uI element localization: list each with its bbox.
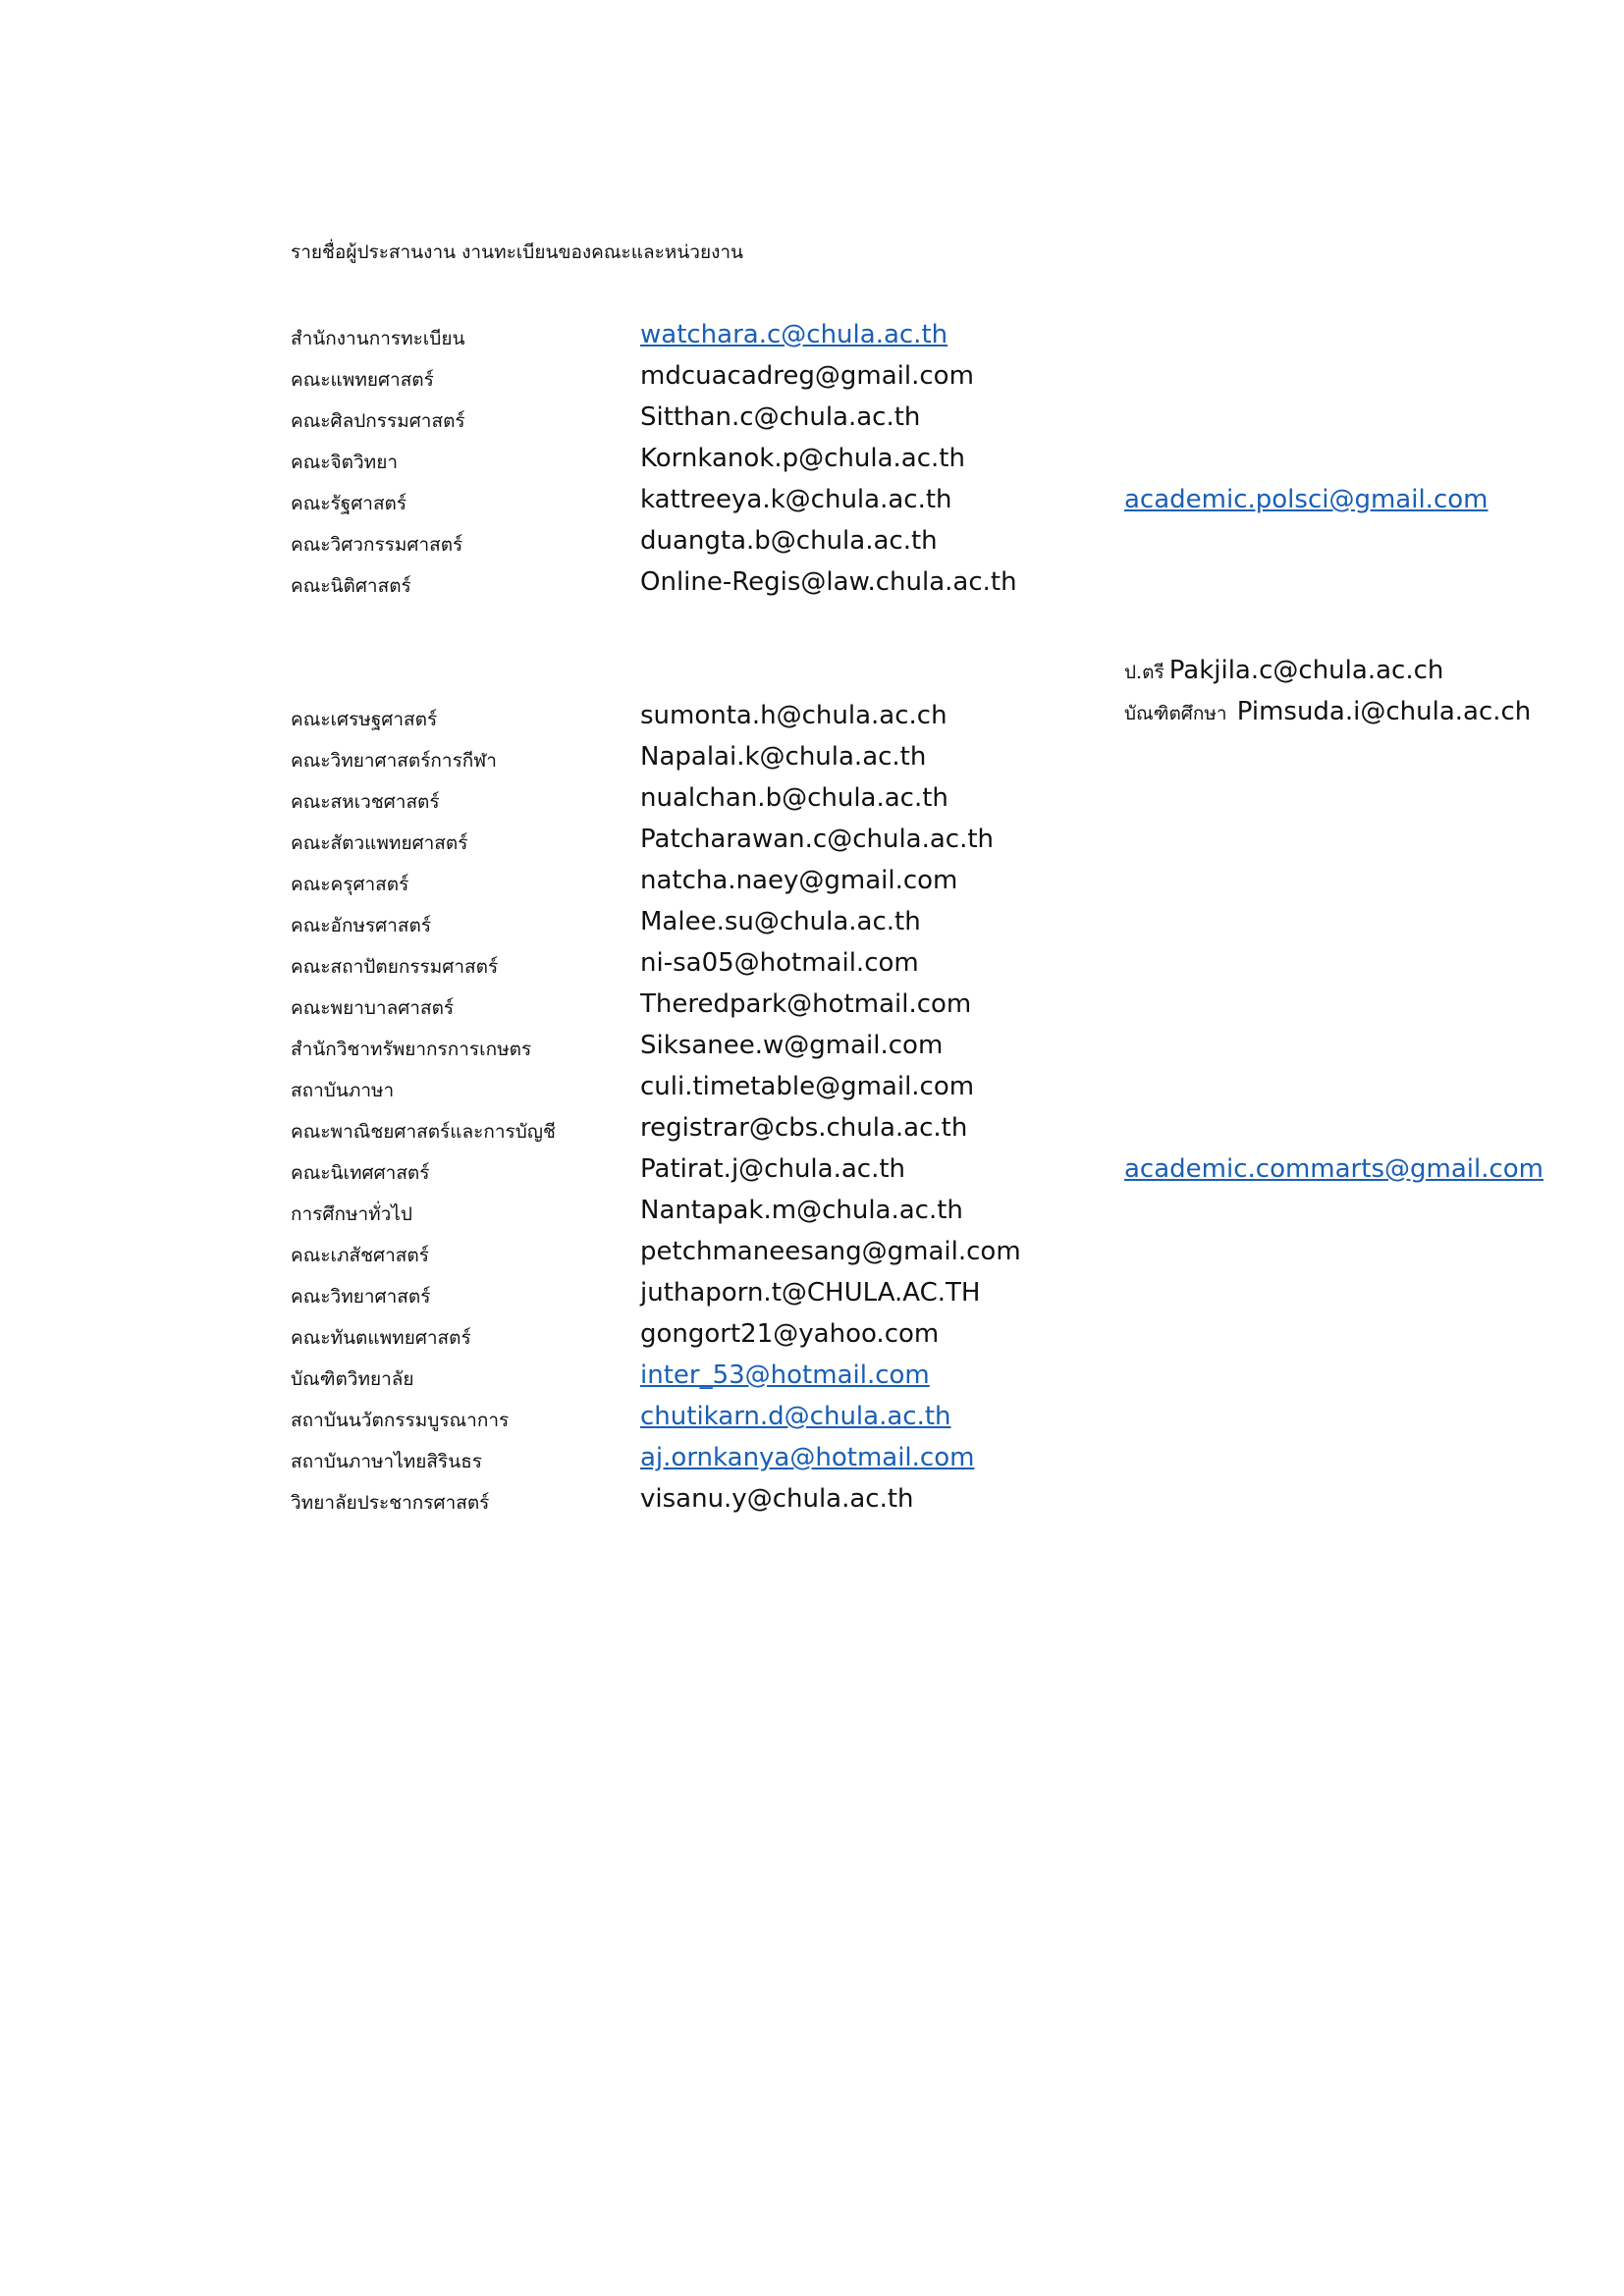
email-text: registrar@cbs.chula.ac.th xyxy=(640,1113,968,1143)
department-name: คณะสหเวชศาสตร์ xyxy=(291,791,440,813)
list-item xyxy=(0,742,1624,781)
department-name: สำนักงานการทะเบียน xyxy=(291,328,465,349)
alt-email-link[interactable]: academic.commarts@gmail.com xyxy=(1124,1154,1543,1184)
econ-undergrad-note xyxy=(1124,656,1443,687)
email-text: Patirat.j@chula.ac.th xyxy=(640,1154,906,1184)
list-item xyxy=(0,320,1624,359)
grad-label: บัณฑิตศึกษา xyxy=(1124,703,1227,724)
list-item xyxy=(0,1278,1624,1317)
email-link[interactable]: watchara.c@chula.ac.th xyxy=(640,320,948,349)
email-text: gongort21@yahoo.com xyxy=(640,1319,940,1349)
list-item xyxy=(0,1361,1624,1400)
email-text: Malee.su@chula.ac.th xyxy=(640,907,921,936)
department-name: คณะพาณิชยศาสตร์และการบัญชี xyxy=(291,1121,556,1143)
department-name: คณะทันตแพทยศาสตร์ xyxy=(291,1327,471,1349)
email-text: Siksanee.w@gmail.com xyxy=(640,1031,944,1060)
list-item xyxy=(0,701,1624,740)
email-text: Patcharawan.c@chula.ac.th xyxy=(640,825,995,854)
department-name: คณะเศรษฐศาสตร์ xyxy=(291,709,438,730)
email-text: Napalai.k@chula.ac.th xyxy=(640,742,927,772)
department-name: คณะวิทยาศาสตร์ xyxy=(291,1286,431,1308)
alt-email-link[interactable]: academic.polsci@gmail.com xyxy=(1124,485,1489,514)
undergrad-label: ป.ตรี xyxy=(1124,662,1164,683)
email-text: kattreeya.k@chula.ac.th xyxy=(640,485,952,514)
department-name: คณะรัฐศาสตร์ xyxy=(291,493,407,514)
department-name: คณะนิติศาสตร์ xyxy=(291,575,411,597)
department-name: คณะวิศวกรรมศาสตร์ xyxy=(291,534,463,556)
department-name: คณะแพทยศาสตร์ xyxy=(291,369,434,391)
email-text: ni-sa05@hotmail.com xyxy=(640,948,919,978)
email-text: Kornkanok.p@chula.ac.th xyxy=(640,444,965,473)
list-item xyxy=(0,526,1624,565)
list-item xyxy=(0,567,1624,607)
list-item xyxy=(0,866,1624,905)
list-item xyxy=(0,444,1624,483)
department-name: คณะสัตวแพทยศาสตร์ xyxy=(291,832,468,854)
list-item xyxy=(0,485,1624,524)
email-text: duangta.b@chula.ac.th xyxy=(640,526,938,556)
email-link[interactable]: chutikarn.d@chula.ac.th xyxy=(640,1402,951,1431)
email-text: juthaporn.t@CHULA.AC.TH xyxy=(640,1278,981,1308)
department-name: คณะสถาปัตยกรรมศาสตร์ xyxy=(291,956,499,978)
list-item xyxy=(0,825,1624,864)
department-name: สถาบันภาษา xyxy=(291,1080,395,1101)
list-item xyxy=(0,1031,1624,1070)
list-item xyxy=(0,1154,1624,1194)
email-link[interactable]: aj.ornkanya@hotmail.com xyxy=(640,1443,975,1472)
list-item xyxy=(0,783,1624,823)
email-text: Theredpark@hotmail.com xyxy=(640,989,972,1019)
department-name: คณะนิเทศศาสตร์ xyxy=(291,1162,430,1184)
undergrad-email: Pakjila.c@chula.ac.ch xyxy=(1168,656,1444,685)
email-text: Sitthan.c@chula.ac.th xyxy=(640,402,921,432)
list-item xyxy=(0,1196,1624,1235)
list-item xyxy=(0,1402,1624,1441)
email-text: nualchan.b@chula.ac.th xyxy=(640,783,948,813)
department-name: คณะพยาบาลศาสตร์ xyxy=(291,997,455,1019)
page-title: รายชื่อผู้ประสานงาน งานทะเบียนของคณะและหน่วยงาน xyxy=(291,241,744,263)
email-text: petchmaneesang@gmail.com xyxy=(640,1237,1021,1266)
email-text: natcha.naey@gmail.com xyxy=(640,866,958,895)
list-item xyxy=(0,1319,1624,1359)
department-name: สำนักวิชาทรัพยากรการเกษตร xyxy=(291,1039,532,1060)
department-name: การศึกษาทั่วไป xyxy=(291,1203,412,1225)
list-item xyxy=(0,1237,1624,1276)
list-item xyxy=(0,989,1624,1029)
email-link[interactable]: inter_53@hotmail.com xyxy=(640,1361,930,1390)
list-item xyxy=(0,1443,1624,1482)
department-name: วิทยาลัยประชากรศาสตร์ xyxy=(291,1492,490,1514)
list-item xyxy=(0,1113,1624,1152)
department-name: คณะจิตวิทยา xyxy=(291,452,399,473)
email-text: mdcuacadreg@gmail.com xyxy=(640,361,974,391)
department-name: คณะอักษรศาสตร์ xyxy=(291,915,432,936)
email-text: sumonta.h@chula.ac.ch xyxy=(640,701,947,730)
email-text: Nantapak.m@chula.ac.th xyxy=(640,1196,963,1225)
department-name: คณะครุศาสตร์ xyxy=(291,874,409,895)
email-text: culi.timetable@gmail.com xyxy=(640,1072,975,1101)
list-item xyxy=(0,907,1624,946)
list-item xyxy=(0,1072,1624,1111)
email-text: visanu.y@chula.ac.th xyxy=(640,1484,914,1514)
email-text: Online-Regis@law.chula.ac.th xyxy=(640,567,1017,597)
department-name: สถาบันนวัตกรรมบูรณาการ xyxy=(291,1410,510,1431)
list-item xyxy=(0,1484,1624,1523)
list-item xyxy=(0,361,1624,400)
department-name: สถาบันภาษาไทยสิรินธร xyxy=(291,1451,483,1472)
list-item xyxy=(0,402,1624,442)
department-name: บัณฑิตวิทยาลัย xyxy=(291,1368,414,1390)
grad-email: Pimsuda.i@chula.ac.ch xyxy=(1236,697,1532,726)
department-name: คณะศิลปกรรมศาสตร์ xyxy=(291,410,465,432)
department-name: คณะเภสัชศาสตร์ xyxy=(291,1245,429,1266)
list-item xyxy=(0,948,1624,988)
department-name: คณะวิทยาศาสตร์การกีฬา xyxy=(291,750,497,772)
